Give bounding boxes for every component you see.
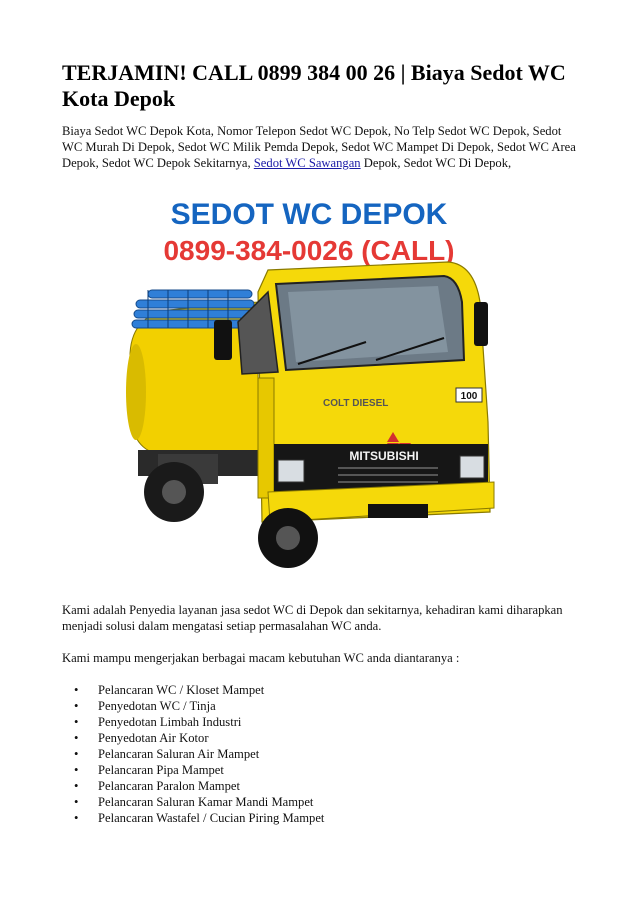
truck-badge: 100 [460,391,478,402]
bullet: • [74,715,79,729]
service-label: Pelancaran Saluran Air Mampet [98,747,260,761]
page-title: TERJAMIN! CALL 0899 384 00 26 | Biaya Sedot WC Kota Depok [62,60,566,111]
service-label: Penyedotan Limbah Industri [98,715,242,729]
services-list [62,682,582,826]
service-label: Pelancaran Saluran Kamar Mandi Mampet [98,795,314,809]
bullet: • [74,683,79,697]
bullet: • [74,731,79,745]
service-label: Penyedotan WC / Tinja [98,699,216,713]
list-item [62,730,582,746]
list-item [62,810,582,826]
list-item [62,746,582,762]
paragraph-intro-company: Kami adalah Penyedia layanan jasa sedot WC di Depok dan sekitarnya, kehadiran kami diharapkan menjadi solusi dalam mengatasi setiap permasalahan WC anda. [62,603,563,633]
bullet: • [74,779,79,793]
document-header [62,60,582,171]
truck-model: COLT DIESEL [323,398,389,409]
list-item [62,682,582,698]
intro-text-end: Depok, Sedot WC Di Depok, [360,156,512,170]
service-label: Pelancaran Paralon Mampet [98,779,240,793]
ad-headline: SEDOT WC DEPOK [170,198,448,231]
list-item [62,698,582,714]
bullet: • [74,699,79,713]
truck-brand: MITSUBISHI [349,449,419,463]
document-body [62,602,582,826]
list-item [62,762,582,778]
service-label: Penyedotan Air Kotor [98,731,209,745]
service-label: Pelancaran Pipa Mampet [98,763,224,777]
bullet: • [74,811,79,825]
bullet: • [74,747,79,761]
bullet: • [74,795,79,809]
sedot-wc-sawangan-link[interactable]: Sedot WC Sawangan [253,156,361,170]
list-item [62,794,582,810]
list-item [62,714,582,730]
service-label: Pelancaran Wastafel / Cucian Piring Mampet [98,811,325,825]
service-label: Pelancaran WC / Kloset Mampet [98,683,265,697]
intro-text: Biaya Sedot WC Depok Kota, Nomor Telepon Sedot WC Depok, No Telp Sedot WC Depok, Sedot WC Murah Di Depok, Sedot WC Milik Pemda Depok, Sedot WC Mampet Di Depok, Sedot WC Area Depok, Sedot WC Depok Sekitarnya, [62,124,576,170]
list-item [62,778,582,794]
truck-illustration [118,192,500,574]
intro-paragraph [62,123,582,171]
bullet: • [74,763,79,777]
paragraph-services-intro: Kami mampu mengerjakan berbagai macam kebutuhan WC anda diantaranya : [62,651,460,665]
truck-advertisement-image [118,192,500,574]
ad-phone: 0899-384-0026 (CALL) [163,235,455,266]
